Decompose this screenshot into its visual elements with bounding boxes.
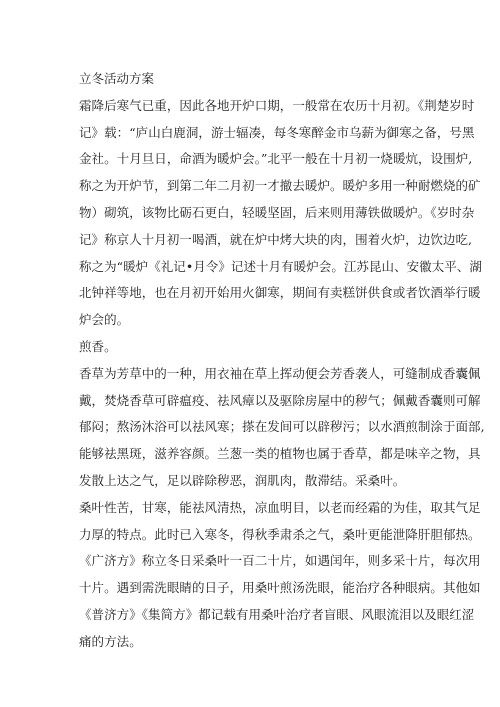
text-line: 发散上达之气，足以辟除秽恶，润肌肉，散滞结。采桑叶。 [79,472,406,488]
text-line: 《普济方》《集简方》都记载有用桑叶治疗者盲眼、风眼流泪以及眼红涩 [79,606,475,622]
text-line: 称之为“暖炉《礼记•月令》记述十月有暖炉会。江苏昆山、安徽太平、湖 [79,258,482,274]
document-title: 立冬活动方案 [79,71,155,86]
text-line: 记》载：“庐山白鹿洞，游士辐凑，每冬寒醉金市乌薪为御寒之备，号黑 [79,124,475,140]
text-line: 戴，焚烧香草可辟瘟疫、祛风瘴以及驱除房屋中的秽气；佩戴香囊则可解 [79,392,481,408]
text-line: 力厚的特点。此时已入寒冬，得秋季肃杀之气，桑叶更能泄降肝胆郁热。 [79,526,481,542]
section-heading: 煎香。 [79,338,117,354]
text-line: 痛的方法。 [79,633,142,649]
text-line: 称之为开炉节，到第二年二月初一才撤去暖炉。暖炉多用一种耐燃烧的矿 [79,178,481,194]
text-line: 北钟祥等地，也在月初开始用火御寒，期间有卖糕饼供食或者饮酒举行暖 [79,285,481,301]
document-body [79,66,485,656]
text-line: 十片。遇到需洗眼睛的日子，用桑叶煎汤洗眼，能治疗各种眼病。其他如 [79,580,481,596]
text-line: 郁闷；熬汤沐浴可以祛风寒；搽在发间可以辟秽污；以水酒煎制涂于面部, [79,419,485,435]
text-line: 记》称京人十月初一喝酒，就在炉中烤大块的肉，围着火炉，边饮边吃, [79,231,473,247]
text-line: 炉会的。 [79,312,130,328]
text-line: 物）砌筑，该物比砺石更白，轻暖坚固，后来则用薄铁做暖炉。《岁时杂 [79,204,475,220]
text-line: 霜降后寒气已重，因此各地开炉口期，一般常在农历十月初。《荆楚岁时 [79,97,475,113]
text-line: 能够祛黑斑，滋养容颜。兰葱一类的植物也属于香草，都是味辛之物，具 [79,446,481,462]
text-line: 《广济方》称立冬日采桑叶一百二十片，如遇闰年，则多采十片，每次用 [79,553,481,569]
text-line: 桑叶性苦，甘寒，能祛风清热，凉血明目，以老而经霜的为佳，取其气足 [79,499,481,515]
text-line: 香草为芳草中的一种，用衣袖在草上挥动便会芳香袭人，可缝制成香囊佩 [79,365,481,381]
text-line: 金社。十月旦日，命酒为暖炉会。”北平一般在十月初一烧暖炕，设围炉, [79,151,473,167]
